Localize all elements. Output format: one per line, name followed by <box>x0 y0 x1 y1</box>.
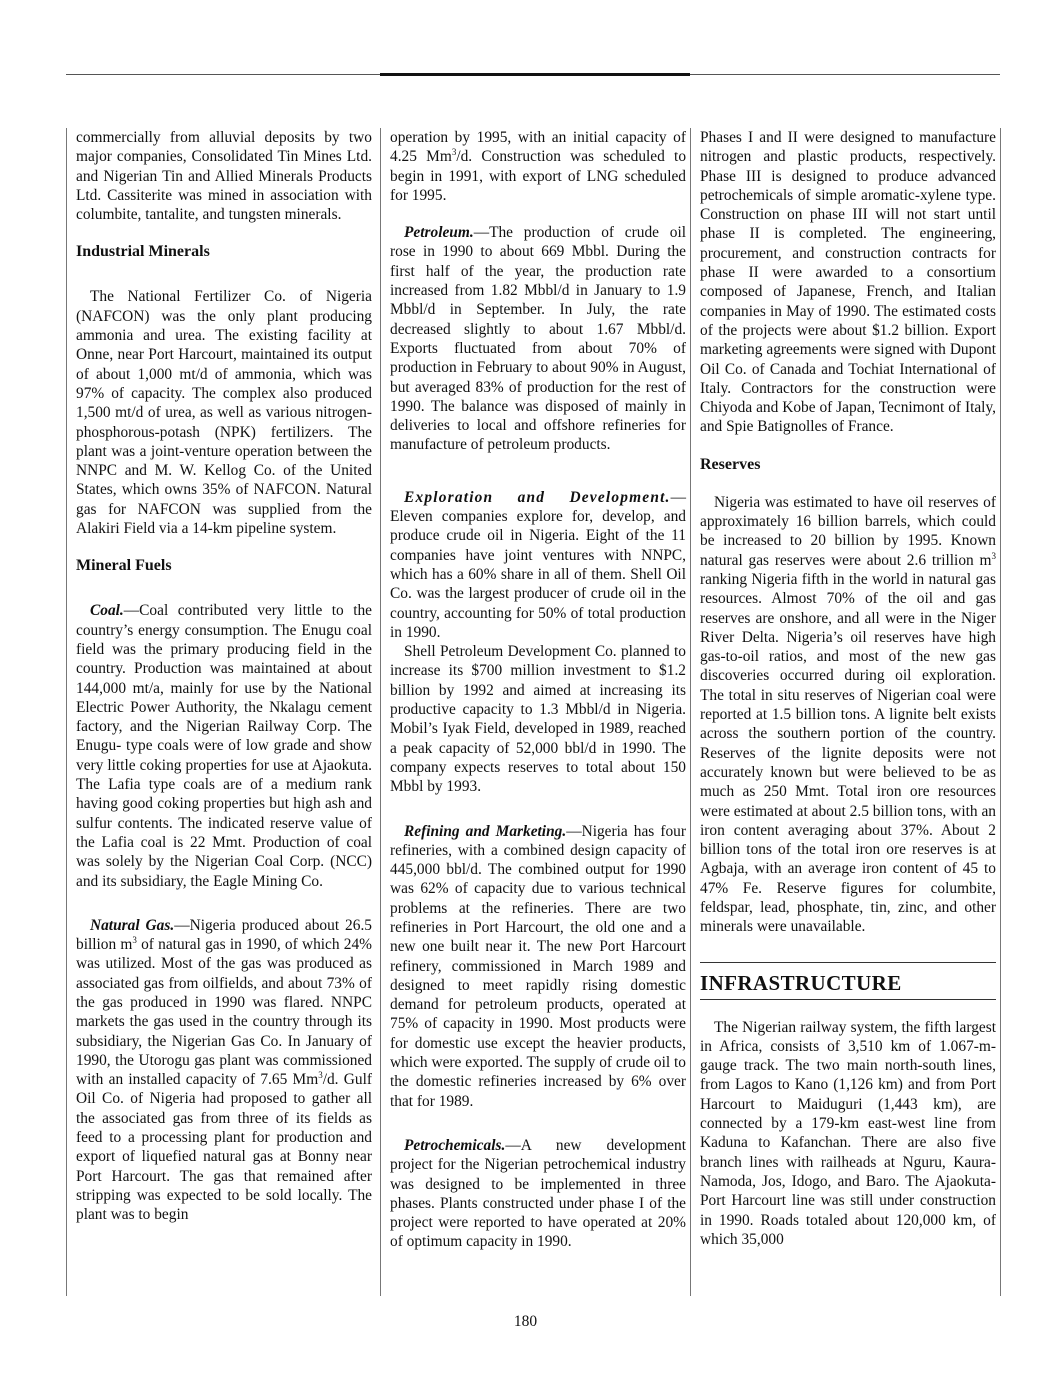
paragraph-exploration <box>390 488 686 642</box>
paragraph-railway: The Nigerian railway system, the fifth largest in Africa, consists of 3,510 km of 1.067-m-gauge track. The two main north-south lines, from Lagos to Kano (1,126 km) and from Port Harcourt to Maiduguri (1,443 km), are connected by a 179-km east-west line from Kaduna to Kafanchan. There are also five branch lines with railheads at Nguru, Kaura-Namoda, Jos, Idogo, and Baro. The Ajaokuta-Port Harcourt line was still under construction in 1990. Roads totaled about 120,000 km, of which 35,000 <box>700 1018 996 1248</box>
heading-mineral-fuels: Mineral Fuels <box>76 557 172 575</box>
column-2 <box>390 128 686 1252</box>
paragraph-nafcon: The National Fertilizer Co. of Nigeria (NAFCON) was the only plant producing ammonia and urea. The existing facility at Onne, near Port Harcourt, maintained its output of about 1,000 mt/d of ammonia, which was 97% of capacity. The complex also produced 1,500 mt/d of urea, as well as various nitrogen-phosphorous-potash (NPK) fertilizers. The plant was a joint-venture operation between the NNPC and M. W. Kellog Co. of the United States, which owns 35% of NAFCON. Natural gas for NAFCON was supplied from the Alakiri Field via a 14-km pipeline system. <box>76 288 372 538</box>
lead-refining: Refining and Marketing. <box>404 822 567 840</box>
heading-industrial-minerals: Industrial Minerals <box>76 243 210 261</box>
text-petrochemicals: —A new development project for the Nigerian petrochemical industry was designed to be implemented in three phases. Plants constructed under phase I of the project were reported to have operated at 20% of optimum capacity in 1990. <box>390 1136 686 1251</box>
heading-reserves: Reserves <box>700 455 761 473</box>
text-natural-gas-1: —Nigeria produced about 26.5 billion m <box>76 916 372 954</box>
lead-petrochemicals: Petrochemicals. <box>404 1136 506 1154</box>
lead-coal: Coal. <box>90 602 124 620</box>
paragraph-phases: Phases I and II were designed to manufacture nitrogen and plastic products, respectively. Phase III is designed to produce advanced petrochemicals of simple aromatic-xylene type. Construction on phase III will not start until phase II is completed. The engineering, procurement, and construction contracts for phase II were awarded to a consortium composed of Japanese, French, and Italian companies in May of 1990. The estimated costs of the projects were about $1.2 billion. Export marketing agreements were signed with Dupont Oil Co. of Canada and Tochiat International of Italy. Contractors for the construction were Chiyoda and Kobe of Japan, Tecnimont of Italy, and Spie Batignolles of France. <box>700 129 996 436</box>
paragraph-petroleum <box>390 223 686 455</box>
superscript: 3 <box>318 1070 323 1081</box>
text-petroleum: —The production of crude oil rose in 1990 to about 669 Mbbl. During the first half of the year, the production rate increased from 1.82 Mbbl/d in January to 1.9 Mbbl/d in September. In July, the rate decreased slightly to about 1.67 Mbbl/d. Exports fluctuated from about 70% of production in February to about 90% in August, but averaged 83% of production for the rest of 1990. The balance was disposed of mainly in deliveries to local and offshore refineries for manufacture of petroleum products. <box>390 224 686 454</box>
superscript: 3 <box>991 550 996 561</box>
paragraph-petrochemicals <box>390 1136 686 1252</box>
column-divider-2 <box>690 128 691 1296</box>
lead-petroleum: Petroleum. <box>404 224 474 242</box>
text-natural-gas-3: /d. Gulf Oil Co. of Nigeria had proposed to gather all the associated gas from three of its fields as feed to a processing plant for production and export of liquefied natural gas at Bonny near Port Harcourt. The gas that remained after stripping was expected to be sold locally. The plant was to begin <box>76 1071 372 1224</box>
text-natural-gas-2: of natural gas in 1990, of which 24% was utilized. Most of the gas was produced as associated gas from oilfields, and about 73% of the gas produced in 1990 was flared. NNPC markets the gas used in the country through its subsidiary, the Nigerian Gas Co. In January of 1990, the Utorogu gas plant was commissioned with an installed capacity of 7.65 Mm <box>76 936 372 1089</box>
header-rule-accent <box>380 73 690 76</box>
text-operation-1: operation by 1995, with an initial capacity of 4.25 Mm <box>390 129 686 166</box>
paragraph-tin-intro: commercially from alluvial deposits by two major companies, Consolidated Tin Mines Ltd. and Nigerian Tin and Allied Minerals Products Ltd. Cassiterite was mined in association with columbite, tantalite, and tungsten minerals. <box>76 129 372 224</box>
column-divider-right <box>1000 128 1001 1296</box>
superscript: 3 <box>451 147 457 158</box>
column-1 <box>76 128 372 1225</box>
text-reserves-1: Nigeria was estimated to have oil reserves of approximately 16 billion barrels, which could be increased to 20 billion by 1995. Known natural gas reserves were about 2.6 trillion m <box>700 493 996 569</box>
superscript: 3 <box>132 934 137 945</box>
paragraph-lng-operation <box>390 128 686 205</box>
section-header-infrastructure <box>700 962 996 1000</box>
column-divider-1 <box>380 128 381 1296</box>
text-refining: —Nigeria has four refineries, with a combined design capacity of 445,000 bbl/d. The combined output for 1990 was 62% of capacity due to various technical problems at the refineries. There are two refineries in Port Harcourt, the old one and a new one built near it. The new Port Harcourt refinery, commissioned in March 1989 and designed to meet rapidly rising domestic demand for petroleum products, operated at 75% of capacity in 1990. Most products were for domestic use except the heavier products, which were exported. The supply of crude oil to the domestic refineries increased by 6% over that for 1989. <box>390 822 686 1110</box>
paragraph-coal <box>76 601 372 890</box>
column-3 <box>700 128 996 1249</box>
column-divider-left <box>66 128 67 1296</box>
heading-infrastructure: INFRASTRUCTURE <box>700 970 902 995</box>
text-operation-2: /d. Construction was scheduled to begin in 1991, with export of LNG scheduled for 1995. <box>390 148 687 204</box>
paragraph-shell: Shell Petroleum Development Co. planned to increase its $700 million investment to $1.2 billion by 1992 and aimed at increasing its productive capacity to 1.3 Mbbl/d in Nigeria. Mobil’s Iyak Field, developed in 1989, reached a peak capacity of 52,000 bbl/d in 1990. The company expects reserves to total about 150 Mbbl by 1993. <box>390 643 686 796</box>
text-exploration: — Eleven companies explore for, develop, and produce crude oil in Nigeria. Eight of the 11 companies have joint ventures with NNPC, which has a 60% share in all of them. Shell Oil Co. was the largest producer of crude oil in the country, accounting for 50% of total production in 1990. <box>390 488 686 641</box>
lead-exploration: Exploration and Development. <box>404 488 671 506</box>
text-coal: —Coal contributed very little to the country’s energy consumption. The Enugu coal field was the primary producing field in the country. Production was maintained at about 144,000 mt/a, mainly for use by the National Electric Power Authority, the Nkalagu cement factory, and the Nigerian Railway Corp. The Enugu- type coals were of low grade and show very little coking properties for use at Ajaokuta. The Lafia type coals are of a medium rank having good coking properties but high ash and sulfur contents. The indicated reserve value of the Lafia coal is 22 Mmt. Production of coal was solely by the Nigerian Coal Corp. (NCC) and its subsidiary, the Eagle Mining Co. <box>76 602 372 890</box>
paragraph-reserves <box>700 493 996 937</box>
page-number: 180 <box>513 1313 538 1330</box>
paragraph-natural-gas <box>76 916 372 1225</box>
text-reserves-2: ranking Nigeria fifth in the world in natural gas resources. Almost 70% of the oil and gas reserves are onshore, and all were in the Niger River Delta. Nigeria’s oil reserves have high gas-to-oil ratios, and most of the new gas discoveries occurred during oil exploration. The total in situ reserves of Nigerian coal were reported at 1.5 billion tons. A lignite belt exists across the southern portion of the country. Reserves of the lignite deposits were not accurately known but were believed to be as much as 250 Mmt. Total iron ore resources were estimated at about 2.5 billion tons, with an iron content averaging about 37%. About 2 billion tons of the total iron ore reserves is at Agbaja, with an average iron content of 45 to 47% Fe. Reserve figures for columbite, feldspar, lead, phosphate, tin, zinc, and other minerals were unavailable. <box>700 570 996 936</box>
paragraph-refining <box>390 822 686 1111</box>
lead-natural-gas: Natural Gas. <box>90 916 175 934</box>
